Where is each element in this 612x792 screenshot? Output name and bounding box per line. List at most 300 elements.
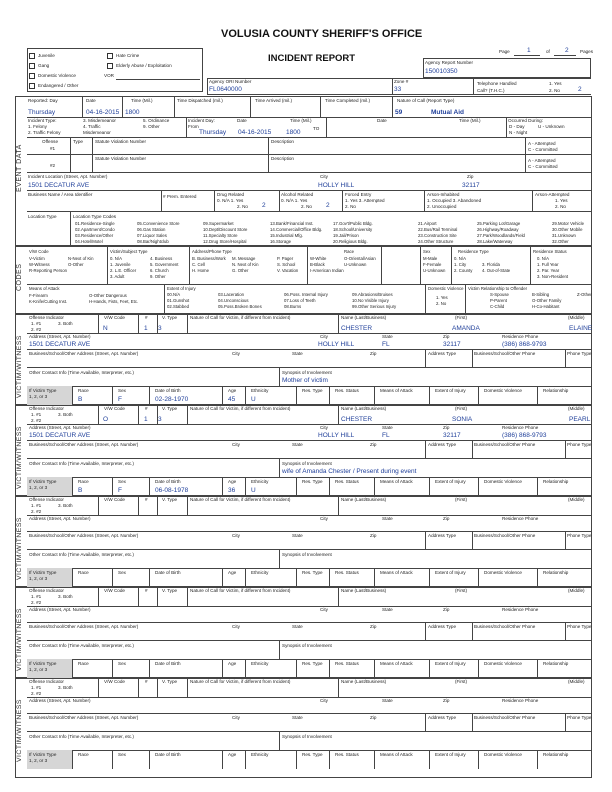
occurred-day: D - Day (509, 124, 525, 129)
location-codes-label: Location Type Codes (73, 214, 117, 219)
address-type-label: Address Type (428, 533, 457, 538)
means-attack-label: Means of Attack (380, 388, 413, 393)
other-contact-label: Other Contact Info (Time Available, Interpreter, etc.) (29, 461, 134, 466)
zip-label: Zip (443, 425, 450, 430)
elderly-checkbox[interactable] (107, 63, 113, 69)
business-phone-label: Business/School/Other Phone (474, 624, 536, 629)
offense-indicator-both: 3. Both (58, 685, 73, 690)
v-type-label: V. Type (162, 588, 178, 593)
res-status-label: Res. Status (335, 661, 359, 666)
domestic-violence-label: Domestic Violence (484, 661, 522, 666)
residence-type-label: Residence Type (458, 249, 489, 254)
business-phone-label: Business/School/Other Phone (474, 715, 536, 720)
location-code-item: 09.Supermarket (203, 221, 234, 226)
offense-indicator-1: 1. #1 (31, 503, 42, 508)
page-number[interactable]: 1 (527, 47, 531, 54)
name-first-label: (First) (455, 315, 467, 320)
address-type-item: H. Home (192, 268, 209, 273)
address-value[interactable]: 1501 DECATUR AVE (29, 341, 91, 348)
address-type-label: Address Type (428, 351, 457, 356)
domestic-violence-label: Domestic Violence (428, 286, 464, 291)
zone-value[interactable]: 33 (394, 86, 402, 93)
sex-value[interactable]: F (118, 487, 122, 494)
domestic-label: Domestic Violence (38, 73, 76, 78)
residence-phone-label: Residence Phone (502, 425, 539, 430)
vw-code-item: V-Victim (29, 256, 45, 261)
business-state-label: State (292, 351, 303, 356)
dob-value[interactable]: 02-28-1970 (155, 396, 189, 403)
if-victim-type-label: If Victim Type (29, 388, 57, 393)
race-code-label: Race (344, 249, 355, 254)
business-address-label: Business/School/Other Address (Street, Apt. Number) (29, 624, 139, 629)
offense-indicator-2: 2. #2 (31, 600, 42, 605)
location-code-item: 20.Religious Bldg. (333, 239, 368, 244)
prem-entered-label: # Prem. Entered (163, 194, 197, 199)
sex-label: Sex (118, 388, 126, 393)
sex-code-item: U-Unknown (423, 268, 446, 273)
location-code-item: 32.Other (552, 239, 569, 244)
res-status-label: Res. Status (335, 570, 359, 575)
age-label: Age (228, 661, 237, 666)
vw-code-label: V/W Code (29, 249, 49, 254)
incident-zip-value[interactable]: 32117 (462, 182, 480, 189)
business-state-label: State (292, 624, 303, 629)
sex-code-item: M-Male (423, 256, 438, 261)
offense-indicator-label: Offense Indicator (29, 315, 64, 320)
hate-crime-checkbox[interactable] (107, 53, 113, 59)
incident-type-traffic-misd: Misdemeanor (83, 130, 111, 135)
injury-code-item: 01.Gunshot (167, 298, 190, 303)
domestic-violence-label: Domestic Violence (484, 752, 522, 757)
injury-code-item: 05.Poss.Broken Bones (218, 304, 262, 309)
vw-code-item: N-Next of Kin (68, 256, 94, 261)
means-attack-label: Means of Attack (380, 661, 413, 666)
ethnicity-value[interactable]: U (251, 396, 256, 403)
middle-name-value[interactable]: ELAINE (569, 325, 593, 332)
nature-victim-label: Nature of Call for Victim, if different from Incident) (190, 406, 291, 411)
to-time-label: Time (Mil.) (459, 118, 481, 123)
elderly-label: Elderly Abuse / Exploitation (116, 63, 172, 68)
residence-phone-label: Residence Phone (502, 698, 539, 703)
offense-1-committed: C - Committed (528, 147, 558, 152)
city-label: City (320, 334, 328, 339)
statute-1-label: Statute Violation Number (95, 139, 146, 144)
incident-type-other: 9. Other (143, 124, 160, 129)
location-code-item: 15.Industrial Mfg. (270, 233, 303, 238)
means-of-attack-label: Means of Attack (29, 286, 60, 291)
number-label: # (145, 406, 148, 411)
residence-phone-label: Residence Phone (502, 334, 539, 339)
domestic-checkbox[interactable] (29, 73, 35, 79)
location-code-item: 01.Residence-Single (75, 221, 115, 226)
zip-label: Zip (443, 698, 450, 703)
location-code-item: 29.Motor Vehicle (552, 221, 585, 226)
city-value[interactable]: HOLLY HILL (318, 432, 355, 439)
injury-code-item: 02.Stabbed (167, 304, 189, 309)
state-value[interactable]: FL (382, 432, 390, 439)
name-middle-label: (Middle) (568, 497, 585, 502)
codes-side-label: CODES (16, 263, 23, 291)
v-type-value[interactable]: 3 (158, 325, 162, 332)
synopsis-value[interactable]: wife of Amanda Chester / Present during event (282, 468, 417, 475)
agency-title: VOLUSIA COUNTY SHERIFF'S OFFICE (221, 28, 423, 40)
residence-status-item: 3. Non-Resident (537, 274, 569, 279)
residence-type-item: 3. Florida (482, 262, 500, 267)
reported-time-label: Time (Mil.) (131, 98, 153, 103)
dob-label: Date of Birth (155, 388, 181, 393)
victim-type-item: 1. Juvenile (110, 262, 131, 267)
residence-phone-value[interactable]: (386) 868-9793 (502, 341, 547, 348)
relationship-item: Z-Other (577, 292, 592, 297)
reported-time-value[interactable]: 1800 (125, 109, 140, 116)
race-code-item: I-American Indian (310, 268, 344, 273)
address-type-item: G. Other (232, 268, 249, 273)
drug-no: 2. No (237, 204, 248, 209)
offense-indicator-2: 2. #2 (31, 691, 42, 696)
extent-injury-label: Extent of Injury (435, 388, 466, 393)
business-state-label: State (292, 533, 303, 538)
occurred-label: Occurred During: (508, 118, 543, 123)
victim-type-item: 5. Government (150, 262, 179, 267)
res-type-label: Res. Type (302, 479, 323, 484)
race-code-item: O-Oriental/Asian (344, 256, 376, 261)
sex-value[interactable]: F (118, 396, 122, 403)
offense-indicator-2: 2. #2 (31, 327, 42, 332)
alcohol-related-label: Alcohol Related (281, 192, 314, 197)
location-code-item: 12.Drug Store/Hospital (203, 239, 247, 244)
address-type-label: Address Type (428, 442, 457, 447)
residence-phone-value[interactable]: (386) 868-9793 (502, 432, 547, 439)
offense-2-committed: C - Committed (528, 164, 558, 169)
incident-date-value[interactable]: 04-16-2015 (238, 129, 272, 136)
vw-code-value[interactable]: O (103, 416, 109, 423)
incident-location-value[interactable]: 1501 DECATUR AVE (28, 182, 90, 189)
offense-type-label: Type (73, 139, 83, 144)
middle-name-value[interactable]: PEARL (569, 416, 591, 423)
number-label: # (145, 497, 148, 502)
relationship-label: Relationship (543, 570, 569, 575)
dispatched-label: Time Dispatched (mil.) (177, 98, 223, 103)
incident-type-traffic-felony: 2. Traffic Felony (28, 130, 61, 135)
phone-type-label: Phone Type (567, 533, 592, 538)
vor-label: VOR (104, 73, 114, 78)
victim-witness-block (15, 678, 592, 778)
city-label: City (320, 425, 328, 430)
business-city-label: City (232, 442, 240, 447)
residence-phone-label: Residence Phone (502, 607, 539, 612)
synopsis-label: Synopsis of Involvement (282, 461, 332, 466)
race-code-item: U-Unknown (344, 262, 367, 267)
alcohol-options: 0. N/A 1. Yes (281, 198, 308, 203)
agency-ori-value[interactable]: FL0640000 (209, 86, 242, 93)
victim-type-nums-label: 1, 2, or 3 (29, 394, 48, 399)
incident-time-value[interactable]: 1800 (286, 129, 301, 136)
incident-day-value[interactable]: Thursday (199, 129, 227, 136)
name-last-label: Name (Last/Business) (341, 679, 387, 684)
reported-date-label: Date (86, 98, 96, 103)
age-value[interactable]: 36 (228, 487, 236, 494)
injury-code-item: 99.Other Serious Injury (352, 304, 397, 309)
res-type-label: Res. Type (302, 661, 323, 666)
statute-2-label: Statute Violation Number (95, 156, 146, 161)
juvenile-checkbox[interactable] (29, 53, 35, 59)
endangered-checkbox[interactable] (29, 83, 35, 89)
dob-value[interactable]: 06-08-1978 (155, 487, 189, 494)
res-type-label: Res. Type (302, 388, 323, 393)
business-city-label: City (232, 533, 240, 538)
vw-code-item: W-Witness (29, 262, 50, 267)
drug-options: 0. N/A 1. Yes (217, 198, 244, 203)
business-zip-label: Zip (370, 715, 377, 720)
agency-report-label: Agency Report Number (425, 60, 474, 65)
address-value[interactable]: 1501 DECATUR AVE (29, 432, 91, 439)
if-victim-type-label: If Victim Type (29, 479, 57, 484)
state-value[interactable]: FL (382, 341, 390, 348)
domestic-violence-label: Domestic Violence (484, 479, 522, 484)
injury-code-item: 09.Abrasions/Bruises (352, 292, 393, 297)
arrived-label: Time Arrived (mil.) (255, 98, 293, 103)
vw-code-value[interactable]: N (103, 325, 108, 332)
offense-label: Offense (42, 139, 59, 144)
victim-type-nums-label: 1, 2, or 3 (29, 485, 48, 490)
injury-code-item: 00.N/A (167, 292, 181, 297)
arson-attempted-yes: 1. Yes (555, 198, 568, 203)
offense-indicator-1: 1. #1 (31, 685, 42, 690)
synopsis-label: Synopsis of Involvement (282, 370, 332, 375)
nature-victim-label: Nature of Call for Victim, if different from Incident) (190, 588, 291, 593)
relationship-item: S-Spouse (490, 292, 509, 297)
business-address-label: Business/School/Other Address (Street, Apt. Number) (29, 351, 139, 356)
v-type-label: V. Type (162, 406, 178, 411)
number-value[interactable]: 1 (144, 416, 148, 423)
name-last-label: Name (Last/Business) (341, 588, 387, 593)
page-total[interactable]: 2 (565, 47, 569, 54)
agency-report-value[interactable]: 150010350 (425, 68, 458, 75)
address-label: Address (Street, Apt. Number) (29, 607, 91, 612)
tel-value[interactable]: 2 (578, 86, 582, 93)
to-date-label: Date (377, 118, 387, 123)
relationship-label: Victim Relationship to Offender (468, 286, 528, 291)
offense-indicator-2: 2. #2 (31, 509, 42, 514)
arson-no: 2. Unoccupied (427, 204, 457, 209)
gang-label: Gang (38, 63, 50, 68)
zip-value[interactable]: 32117 (443, 432, 461, 439)
location-code-item: 22.Bus/Rail Terminal (418, 227, 458, 232)
vw-code-label: V/W Code (104, 588, 125, 593)
reported-day-value[interactable]: Thursday (28, 109, 56, 116)
location-code-item: 17.Gov't/Public Bldg. (333, 221, 373, 226)
nature-value[interactable]: Mutual Aid (431, 109, 464, 116)
age-value[interactable]: 45 (228, 396, 236, 403)
phone-type-label: Phone Type (567, 715, 592, 720)
race-label: Race (78, 661, 89, 666)
location-code-item: 04.Hotel/Motel (75, 239, 103, 244)
ethnicity-value[interactable]: U (251, 487, 256, 494)
residence-status-item: 0. N/A (537, 256, 549, 261)
nature-label: Nature of Call (Report Type) (397, 98, 455, 103)
name-middle-label: (Middle) (568, 679, 585, 684)
relationship-label: Relationship (543, 388, 569, 393)
business-zip-label: Zip (370, 351, 377, 356)
age-label: Age (228, 479, 237, 484)
address-type-item: V. Vacation (277, 268, 299, 273)
relationship-label: Relationship (543, 752, 569, 757)
address-type-label: Address Type (428, 715, 457, 720)
first-name-value[interactable]: AMANDA (452, 325, 480, 332)
reported-day-label: Reported: Day (28, 98, 58, 103)
domestic-violence-label: Domestic Violence (484, 388, 522, 393)
first-name-value[interactable]: SONIA (452, 416, 473, 423)
race-value[interactable]: B (78, 487, 83, 494)
victim-witness-side-label: VICTIM/WITNESS (16, 426, 23, 489)
alcohol-related-value[interactable]: 2 (326, 202, 330, 209)
address-label: Address (Street, Apt. Number) (29, 425, 91, 430)
offense-indicator-1: 1. #1 (31, 321, 42, 326)
vw-code-label: V/W Code (104, 679, 125, 684)
location-code-item: 11.Specialty Store (203, 233, 238, 238)
means-attack-label: Means of Attack (380, 479, 413, 484)
relationship-label: Relationship (543, 479, 569, 484)
business-city-label: City (232, 624, 240, 629)
business-address-label: Business/School/Other Address (Street, Apt. Number) (29, 442, 139, 447)
means-attack-label: Means of Attack (380, 752, 413, 757)
description-1-label: Description (271, 139, 294, 144)
other-contact-label: Other Contact Info (Time Available, Interpreter, etc.) (29, 643, 134, 648)
page-label: Page (499, 49, 510, 54)
extent-injury-label: Extent of Injury (435, 570, 466, 575)
dob-label: Date of Birth (155, 479, 181, 484)
address-type-item: C. Cell (192, 262, 205, 267)
location-code-item: 25.Parking Lot/Garage (477, 221, 521, 226)
incident-type-felony: 1. Felony (28, 124, 47, 129)
residence-status-item: 1. Full Year (537, 262, 559, 267)
sex-label: Sex (118, 661, 126, 666)
injury-code-item: 08.Burns (284, 304, 302, 309)
location-code-item: 31.Unknown (552, 233, 576, 238)
location-code-item: 08.Bar/Nightclub (137, 239, 169, 244)
extent-injury-label: Extent of Injury (167, 286, 196, 291)
offense-1-attempted: A - Attempted (528, 141, 556, 146)
sex-label: Sex (118, 570, 126, 575)
of-label: of (546, 49, 550, 54)
gang-checkbox[interactable] (29, 63, 35, 69)
victim-type-item: 9. Other (150, 274, 166, 279)
relationship-item: C-Child (490, 304, 505, 309)
nature-code-value[interactable]: 59 (395, 109, 403, 116)
last-name-value[interactable]: CHESTER (341, 325, 373, 332)
city-label: City (320, 607, 328, 612)
city-label: City (320, 698, 328, 703)
race-value[interactable]: B (78, 396, 83, 403)
state-label: State (382, 607, 393, 612)
zip-label: Zip (443, 334, 450, 339)
incident-type-misd: 3. Misdemeanor (83, 118, 116, 123)
offense-indicator-label: Offense Indicator (29, 679, 64, 684)
reported-date-value[interactable]: 04-16-2015 (86, 109, 120, 116)
relationship-item: O-Other Family (532, 298, 562, 303)
forced-no: 2. No (345, 204, 356, 209)
address-type-item: P. Pager (277, 256, 294, 261)
victim-type-item: 3. Adult (110, 274, 125, 279)
victim-type-item: 0. N/A (110, 256, 122, 261)
relationship-item: B-Sibling (532, 292, 550, 297)
attack-code-item: H-Hands, Fists, Feet, Etc. (89, 299, 139, 304)
injury-code-item: 07.Loss of Teeth (284, 298, 316, 303)
nature-victim-label: Nature of Call for Victim, if different from Incident) (190, 497, 291, 502)
location-code-item: 07.Liquor Sales (137, 233, 167, 238)
drug-related-value[interactable]: 2 (262, 202, 266, 209)
incident-city-value[interactable]: HOLLY HILL (318, 182, 355, 189)
business-phone-label: Business/School/Other Phone (474, 533, 536, 538)
location-code-item: 10.Dept/Discount Store (203, 227, 248, 232)
res-type-label: Res. Type (302, 570, 323, 575)
synopsis-value[interactable]: Mother of victim (282, 377, 328, 384)
address-type-item: M. Message (232, 256, 256, 261)
res-type-label: Res. Type (302, 752, 323, 757)
res-status-label: Res. Status (335, 388, 359, 393)
number-label: # (145, 588, 148, 593)
city-value[interactable]: HOLLY HILL (318, 341, 355, 348)
race-label: Race (78, 752, 89, 757)
tel-call-label: Call? (T.H.C.) (477, 88, 505, 93)
name-middle-label: (Middle) (568, 406, 585, 411)
residence-type-item: 2. County (454, 268, 473, 273)
location-code-item: 21.Airport (418, 221, 437, 226)
res-status-label: Res. Status (335, 752, 359, 757)
residence-type-item: 4. Out-of-State (482, 268, 511, 273)
address-label: Address (Street, Apt. Number) (29, 334, 91, 339)
business-zip-label: Zip (370, 533, 377, 538)
ethnicity-label: Ethnicity (251, 388, 269, 393)
from-label: From (188, 124, 199, 129)
hate-crime-label: Hate Crime (116, 53, 140, 58)
name-middle-label: (Middle) (568, 315, 585, 320)
completed-label: Time Completed (mil.) (325, 98, 371, 103)
business-zip-label: Zip (370, 442, 377, 447)
injury-code-item: 06.Poss. Internal Injury (284, 292, 328, 297)
juvenile-label: Juvenile (38, 53, 55, 58)
residence-status-item: 2. Par. Year (537, 268, 560, 273)
state-label: State (382, 334, 393, 339)
attack-code-item: O-Other Dangerous (89, 293, 127, 298)
ethnicity-label: Ethnicity (251, 752, 269, 757)
drug-related-label: Drug Related (217, 192, 245, 197)
address-type-item: B. Business/Work (192, 256, 226, 261)
nature-victim-label: Nature of Call for Victim, if different from Incident) (190, 315, 291, 320)
arson-attempted-no: 2. No (555, 204, 566, 209)
occurred-unknown: U - Unknown (538, 124, 565, 129)
sex-label: Sex (118, 752, 126, 757)
race-code-item: W-White (310, 256, 327, 261)
number-value[interactable]: 1 (144, 325, 148, 332)
incident-date-label: Date (237, 118, 247, 123)
other-contact-label: Other Contact Info (Time Available, Interpreter, etc.) (29, 734, 134, 739)
relationship-item: P-Parent (490, 298, 507, 303)
zip-value[interactable]: 32117 (443, 341, 461, 348)
location-code-item: 23.Construction Site (418, 233, 457, 238)
state-label: State (382, 425, 393, 430)
v-type-value[interactable]: 3 (158, 416, 162, 423)
incident-time-label: Time (Mil.) (290, 118, 312, 123)
victim-witness-side-label: VICTIM/WITNESS (16, 608, 23, 671)
victim-type-nums-label: 1, 2, or 3 (29, 576, 48, 581)
phone-type-label: Phone Type (567, 624, 592, 629)
vw-code-item: O-Other (68, 262, 84, 267)
location-code-item: 27.Park/Woodlands/Field (477, 233, 525, 238)
last-name-value[interactable]: CHESTER (341, 416, 373, 423)
victim-type-nums-label: 1, 2, or 3 (29, 667, 48, 672)
name-first-label: (First) (455, 497, 467, 502)
